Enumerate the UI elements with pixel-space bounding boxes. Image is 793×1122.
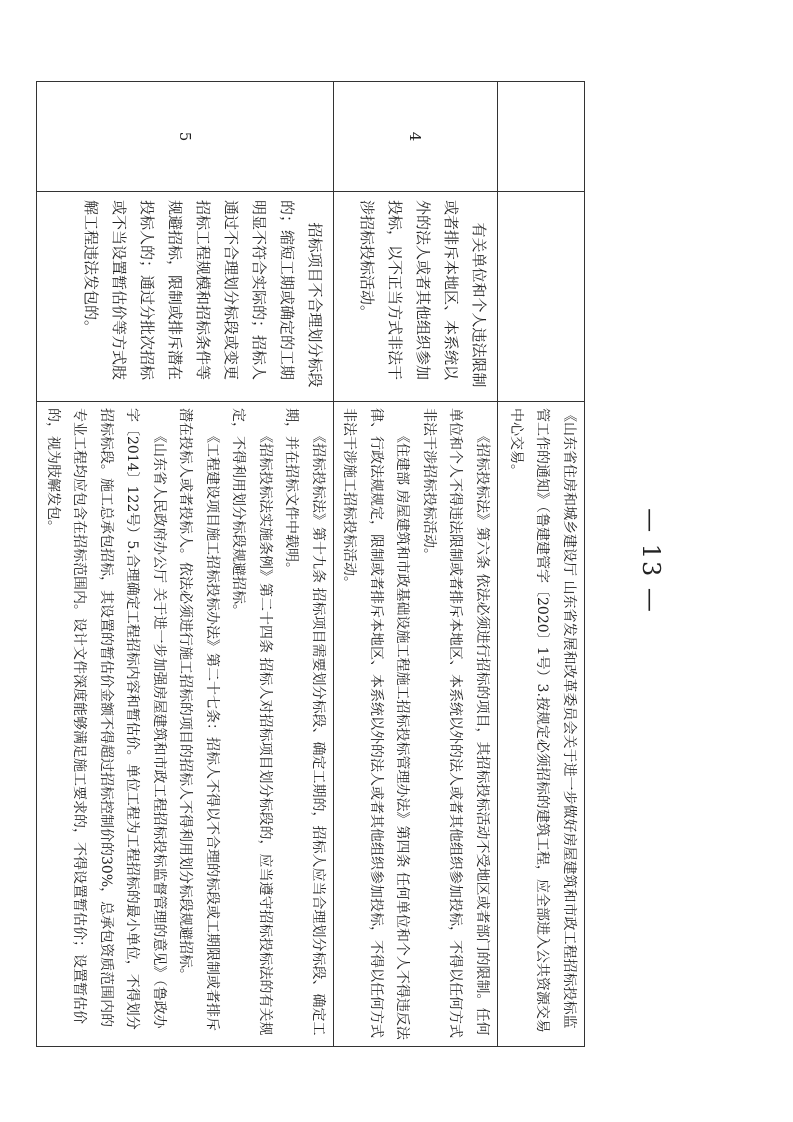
row-number-cell <box>498 82 585 192</box>
page-number: — 13 — <box>637 508 665 614</box>
basis-paragraph: 《招标投标法》第十九条 招标项目需要划分标段、确定工期的，招标人应当合理划分标段、确定工期，并在招标文件中载明。 <box>283 408 326 1036</box>
policy-table <box>37 81 586 1047</box>
issue-text: 有关单位和个人违法限制或者排斥本地区、本系统以外的法人或者其他组织参加投标，以不正当方式非法干涉招标投标活动。 <box>358 200 488 388</box>
row-number-cell: 5 <box>37 82 334 192</box>
issue-cell <box>334 192 498 402</box>
basis-cell <box>334 402 498 1047</box>
basis-paragraph: 《招标投标法实施条例》第二十四条 招标人对招标项目划分标段的，应当遵守招标投标法的有关规定，不得利用划分标段规避招标。 <box>230 408 273 1036</box>
table-row <box>334 82 498 1047</box>
table-row <box>37 82 334 1047</box>
row-number-cell: 4 <box>334 82 498 192</box>
basis-paragraph: 《山东省住房和城乡建设厅 山东省发展和改革委员会关于进一步做好房屋建筑和市政工程招标投标监管工作的通知》（鲁建建管字〔2020〕1号）3.按规定必须招标的建筑工程，应全部进入公共资源交易中心交易。 <box>508 408 577 1033</box>
issue-cell <box>37 192 334 402</box>
basis-cell <box>37 402 334 1047</box>
issue-text: 招标项目不合理划分标段的；缩短工期或确定的工期明显不符合实际的；招标人通过不合理划分标段或变更招标工程规模和招标条件等规避招标，限制或排斥潜在投标人的；通过分批次招标或不当设置暂估价等方式肢解工程违法发包的。 <box>82 200 324 388</box>
table-row <box>498 82 585 1047</box>
basis-cell <box>498 402 585 1047</box>
basis-paragraph: 《工程建设项目施工招标投标办法》第二十七条：招标人不得以不合理的标段或工期限制或者排斥潜在投标人或者投标人。依法必须进行施工招标的项目的招标人不得利用划分标段规避招标。 <box>177 408 220 1031</box>
basis-paragraph: 《山东省人民政府办公厅 关于进一步加强房屋建筑和市政工程招标投标监督管理的意见》（鲁政办字〔2014〕122号）5.合理确定工程招标内容和暂估价。单位工程为工程招标的最小单位，不得划分招标标段。施工总承包招标，其设置的暂估价金额不得超过招标控制价的30%，总承包资质范围内的专业工程均应包含在招标范围内。设计文件深度能够满足施工要求的，不得设置暂估价；设置暂估价的，视为肢解发包。 <box>45 408 167 1030</box>
issue-cell <box>498 192 585 402</box>
basis-paragraph: 《住建部 房屋建筑和市政基础设施工程施工招标投标管理办法》第四条 任何单位和个人不得违反法律、行政法规规定，限制或者排斥本地区、本系统以外的法人或者其他组织参加投标，不得以任何方式非法干涉施工招标投标活动。 <box>341 408 411 1040</box>
basis-paragraph: 《招标投标法》第六条 依法必须进行招标的项目，其招标投标活动不受地区或者部门的限制。任何单位和个人不得违法限制或者排斥本地区、本系统以外的法人或者其他组织参加投标，不得以任何方式非法干涉招标投标活动。 <box>421 408 490 1038</box>
